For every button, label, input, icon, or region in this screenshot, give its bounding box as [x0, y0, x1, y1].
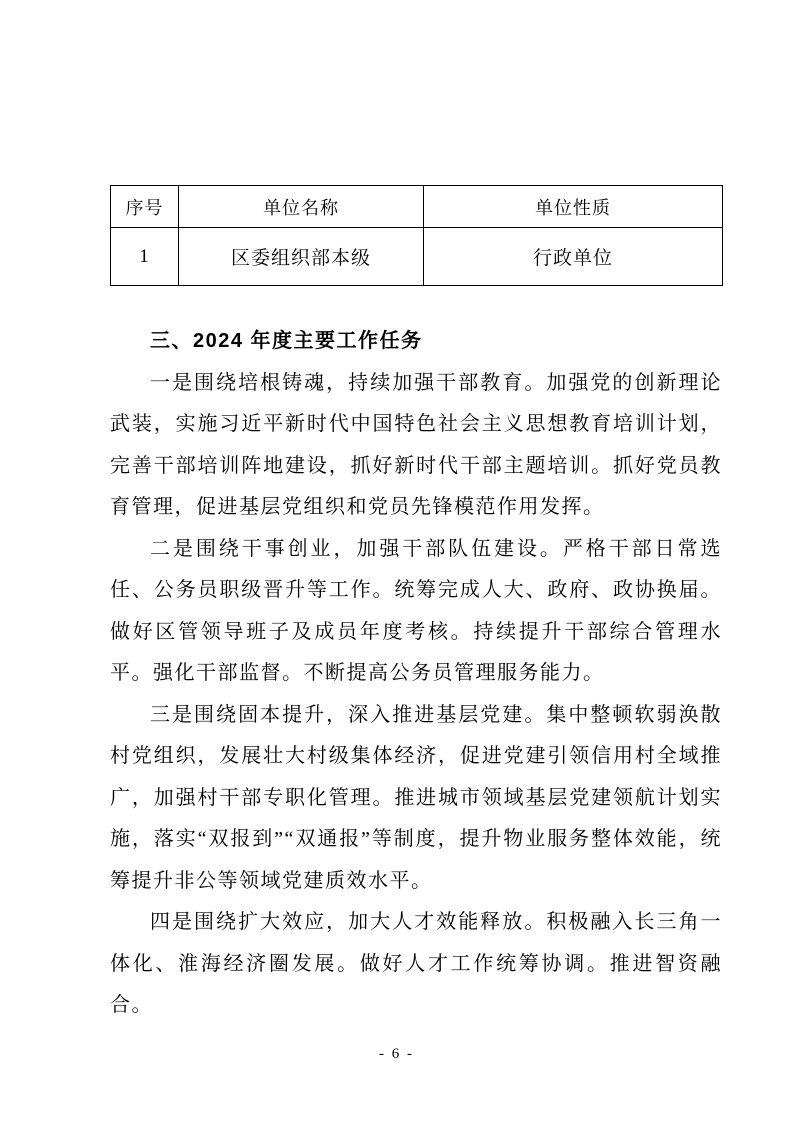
table-row	[111, 228, 723, 286]
paragraph-2: 二是围绕干事创业，加强干部队伍建设。严格干部日常选任、公务员职级晋升等工作。统筹完成人大、政府、政协换届。做好区管领导班子及成员年度考核。持续提升干部综合管理水平。强化干部监督。不断提高公务员管理服务能力。	[110, 537, 722, 684]
table-header-unit-type: 单位性质	[424, 186, 723, 228]
paragraph-1: 一是围绕培根铸魂，持续加强干部教育。加强党的创新理论武装，实施习近平新时代中国特色社会主义思想教育培训计划，完善干部培训阵地建设，抓好新时代干部主题培训。抓好党员教育管理，促进基层党组织和党员先锋模范作用发挥。	[110, 371, 722, 518]
table-header-row	[111, 186, 723, 228]
section-heading: 三、2024 年度主要工作任务	[150, 330, 423, 352]
section-body	[110, 321, 722, 1027]
cell-index: 1	[111, 228, 179, 286]
page-number: - 6 -	[379, 1046, 414, 1062]
paragraph-4: 四是围绕扩大效应，加大人才效能释放。积极融入长三角一体化、淮海经济圈发展。做好人才工作统筹协调。推进智资融合。	[110, 911, 722, 1016]
cell-unit-type: 行政单位	[424, 228, 723, 286]
table-header-unit-name: 单位名称	[179, 186, 424, 228]
unit-table	[110, 185, 723, 286]
table-header-index: 序号	[111, 186, 179, 228]
cell-unit-name: 区委组织部本级	[179, 228, 424, 286]
paragraph-3: 三是围绕固本提升，深入推进基层党建。集中整顿软弱涣散村党组织，发展壮大村级集体经济，促进党建引领信用村全域推广，加强村干部专职化管理。推进城市领域基层党建领航计划实施，落实“双报到”“双通报”等制度，提升物业服务整体效能，统筹提升非公等领域党建质效水平。	[110, 703, 722, 892]
